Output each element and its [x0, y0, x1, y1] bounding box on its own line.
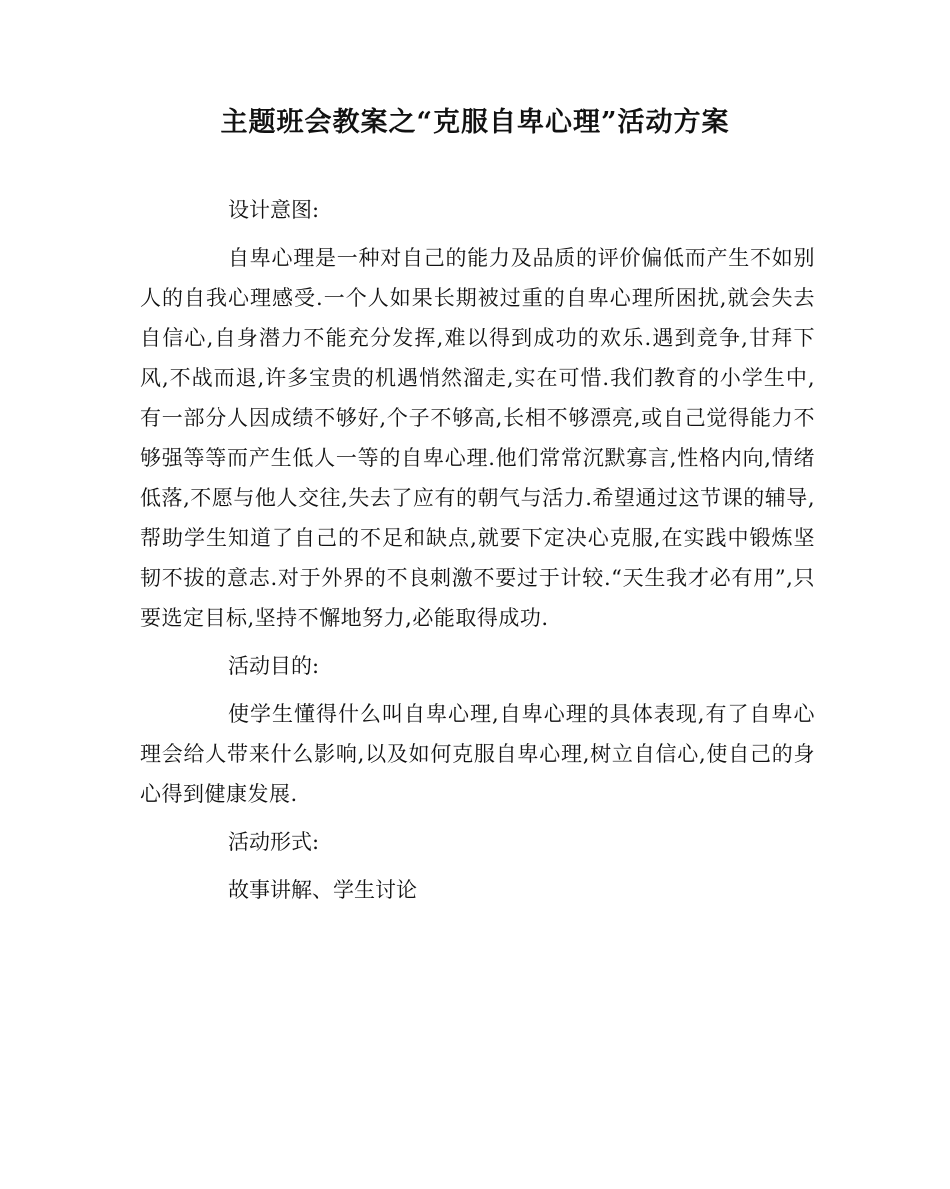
document-body	[140, 190, 815, 918]
section-text-design-intent: 自卑心理是一种对自己的能力及品质的评价偏低而产生不如别人的自我心理感受.一个人如果长期被过重的自卑心理所困扰,就会失去自信心,自身潜力不能充分发挥,难以得到成功的欢乐.遇到竞争,甘拜下风,不战而退,许多宝贵的机遇悄然溜走,实在可惜.我们教育的小学生中,有一部分人因成绩不够好,个子不够高,长相不够漂亮,或自己觉得能力不够强等等而产生低人一等的自卑心理.他们常常沉默寡言,性格内向,情绪低落,不愿与他人交往,失去了应有的朝气与活力.希望通过这节课的辅导,帮助学生知道了自己的不足和缺点,就要下定决心克服,在实践中锻炼坚韧不拔的意志.对于外界的不良刺激不要过于计较.“天生我才必有用”,只要选定目标,坚持不懈地努力,必能取得成功.	[140, 246, 815, 630]
section-text-activity-form: 故事讲解、学生讨论	[228, 878, 417, 902]
section-text-activity-purpose: 使学生懂得什么叫自卑心理,自卑心理的具体表现,有了自卑心理会给人带来什么影响,以及如何克服自卑心理,树立自信心,使自己的身心得到健康发展.	[140, 702, 815, 806]
section-heading-activity-form: 活动形式:	[228, 830, 320, 854]
section-heading-activity-purpose: 活动目的:	[228, 654, 320, 678]
section-heading-design-intent: 设计意图:	[228, 198, 320, 222]
document-title: 主题班会教案之“克服自卑心理”活动方案	[220, 107, 730, 138]
